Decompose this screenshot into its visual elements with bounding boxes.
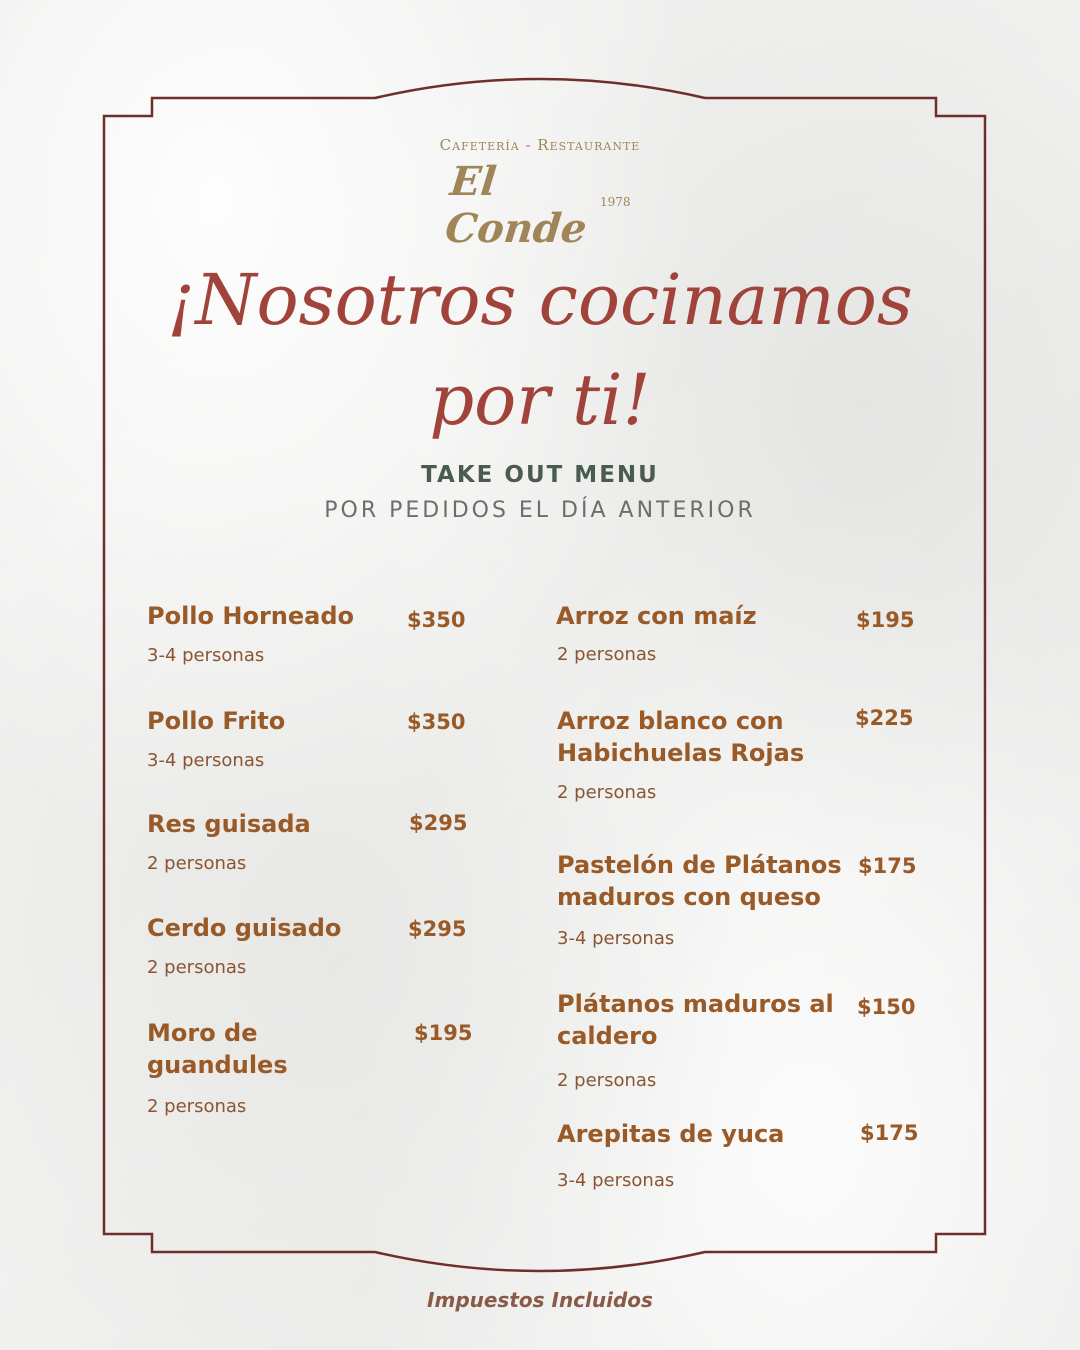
menu-item-price: $195: [414, 1021, 473, 1045]
menu-item-name: Res guisada: [147, 810, 311, 838]
menu-item-name: [557, 849, 842, 913]
logo-subtitle: Cafetería - Restaurante: [439, 136, 641, 154]
menu-item-name: [147, 1017, 288, 1081]
menu-item-name: [557, 705, 804, 769]
menu-item-name: Pollo Horneado: [147, 602, 355, 630]
logo-year: 1978: [600, 195, 631, 209]
menu-item-name-line: caldero: [557, 1022, 658, 1050]
menu-item-name-line: Pastelón de Plátanos: [557, 851, 842, 879]
menu-note: POR PEDIDOS EL DÍA ANTERIOR: [324, 498, 756, 523]
menu-item-price: $195: [856, 608, 915, 632]
menu-item-price: $350: [407, 710, 466, 734]
menu-item-serves: 3-4 personas: [557, 928, 675, 949]
menu-item-name: Arepitas de yuca: [557, 1120, 785, 1148]
headline: [150, 250, 930, 450]
menu-item-serves: 2 personas: [557, 1070, 657, 1091]
menu-item-name: Pollo Frito: [147, 707, 286, 735]
menu-item-name: Arroz con maíz: [556, 602, 757, 630]
menu-item-price: $295: [409, 811, 468, 835]
menu-item-price: $150: [857, 995, 916, 1019]
menu-item-serves: 3-4 personas: [147, 750, 265, 771]
menu-item-name-line: Plátanos maduros al: [557, 990, 834, 1018]
menu-item-name-line: Habichuelas Rojas: [557, 739, 805, 767]
menu-item-serves: 2 personas: [557, 782, 657, 803]
menu-item-name-line: maduros con queso: [557, 883, 821, 911]
menu-item-serves: 2 personas: [147, 1096, 247, 1117]
menu-item-serves: 2 personas: [147, 853, 247, 874]
menu-item-price: $225: [855, 706, 914, 730]
menu-item-name-line: Arroz blanco con: [557, 707, 784, 735]
headline-line-1: ¡Nosotros cocinamos: [167, 259, 913, 341]
menu-item-price: $295: [408, 917, 467, 941]
menu-item-name: Cerdo guisado: [147, 914, 342, 942]
footer-note: Impuestos Incluidos: [427, 1288, 653, 1312]
menu-item-name-line: guandules: [147, 1051, 288, 1079]
menu-item-name: [557, 988, 834, 1052]
logo-name: El Conde: [443, 158, 590, 252]
menu-title: TAKE OUT MENU: [421, 462, 659, 488]
menu-item-serves: 2 personas: [147, 957, 247, 978]
menu-item-name-line: Moro de: [147, 1019, 258, 1047]
menu-item-serves: 3-4 personas: [557, 1170, 675, 1191]
headline-line-2: por ti!: [429, 359, 651, 441]
menu-item-serves: 3-4 personas: [147, 645, 265, 666]
menu-item-price: $175: [860, 1121, 919, 1145]
menu-item-price: $350: [407, 608, 466, 632]
menu-item-price: $175: [858, 854, 917, 878]
menu-item-serves: 2 personas: [557, 644, 657, 665]
